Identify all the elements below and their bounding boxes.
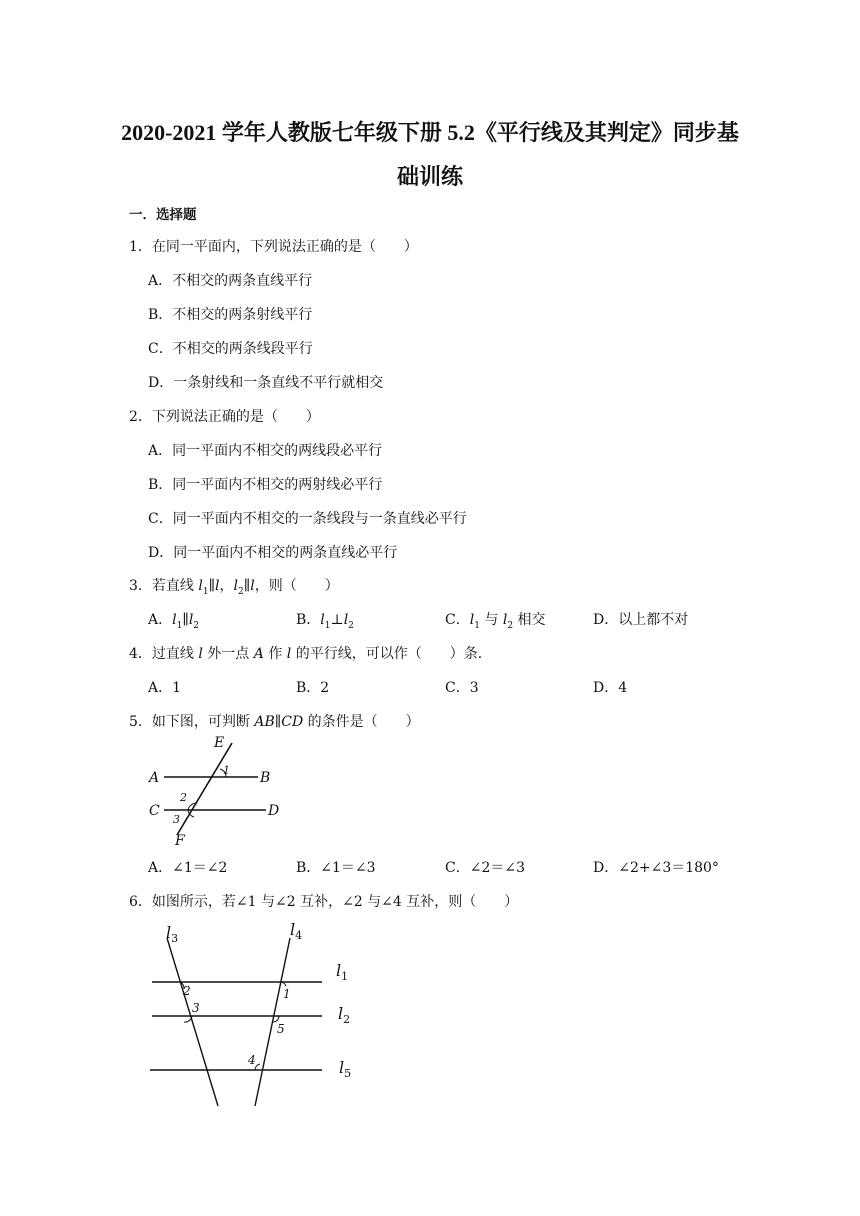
question-5-option-b: B．∠1＝∠3 [296,860,376,876]
angle-label-2: 2 [183,984,191,998]
question-5-option-a: A．∠1＝∠2 [148,860,228,876]
question-2-option-b: B．同一平面内不相交的两射线必平行 [148,477,383,493]
page-title-line-2: 础训练 [396,164,463,189]
question-5-stem: 5．如下图，可判断 AB∥CD 的条件是（ ） [129,714,420,730]
angle-4-arc [255,1064,260,1070]
question-4-stem: 4．过直线 l 外一点 A 作 l 的平行线，可以作（ ）条． [129,646,492,662]
question-2-option-d: D．同一平面内不相交的两条直线必平行 [148,545,398,561]
point-label-a: A [149,770,160,786]
point-label-f: F [175,833,185,847]
angle-label-5: 5 [277,1022,285,1036]
question-3-option-c: C．$l_1$ 与 $l_2$ 相交 [445,612,546,631]
question-1-option-b: B．不相交的两条射线平行 [148,307,313,323]
section-heading: 一．选择题 [129,207,197,223]
point-label-c: C [149,803,160,819]
line-label-l4: $l_4$ [290,920,303,942]
angle-label-3: 3 [173,813,180,826]
question-5-figure [140,735,290,847]
line-label-l2: $l_2$ [338,1004,351,1026]
question-1-stem: 1．在同一平面内，下列说法正确的是（ ） [129,239,418,255]
line-label-l5: $l_5$ [339,1058,352,1080]
question-6-figure [140,918,370,1110]
point-label-d: D [268,803,280,819]
angle-label-4: 4 [248,1053,256,1067]
question-6-stem: 6．如图所示，若∠1 与∠2 互补，∠2 与∠4 互补，则（ ） [129,894,519,910]
angle-label-1: 1 [223,764,230,777]
question-5-option-c: C．∠2＝∠3 [445,860,525,876]
question-3-option-a: A．$l_1\parallel l_2$ [148,612,200,631]
question-2-option-a: A．同一平面内不相交的两线段必平行 [148,443,383,459]
point-label-b: B [260,770,271,786]
angle-label-3: 3 [192,1001,200,1015]
question-4-option-a: A．1 [148,680,182,696]
question-2-stem: 2．下列说法正确的是（ ） [129,409,320,425]
line-label-l1: $l_1$ [336,961,349,983]
line-l4 [255,938,290,1106]
question-3-option-d: D．以上都不对 [593,612,689,628]
line-label-l3: $l_3$ [166,923,179,945]
page-title-line-1: 2020-2021 学年人教版七年级下册 5.2《平行线及其判定》同步基 [121,120,739,145]
question-3-option-b: B．$l_1\perp l_2$ [296,612,354,631]
question-5-options [148,857,748,877]
line-l3 [167,938,218,1106]
question-1-option-d: D．一条射线和一条直线不平行就相交 [148,375,384,391]
line-ef [177,743,232,835]
angle-label-2: 2 [180,791,187,804]
angle-label-1: 1 [283,987,291,1001]
question-4-option-d: D．4 [593,680,628,696]
question-4-option-b: B．2 [296,680,330,696]
question-4-option-c: C．3 [445,680,479,696]
question-3-stem: 3．若直线 $l_1\parallel l$，$l_2\parallel l$，则（ ） [129,578,339,597]
question-3-options [148,609,748,629]
question-1-option-c: C．不相交的两条线段平行 [148,341,313,357]
question-1-option-a: A．不相交的两条直线平行 [148,273,313,289]
point-label-e: E [214,735,225,751]
question-5-option-d: D．∠2+∠3＝180° [593,860,719,876]
question-4-options [148,677,748,697]
question-2-option-c: C．同一平面内不相交的一条线段与一条直线必平行 [148,511,467,527]
